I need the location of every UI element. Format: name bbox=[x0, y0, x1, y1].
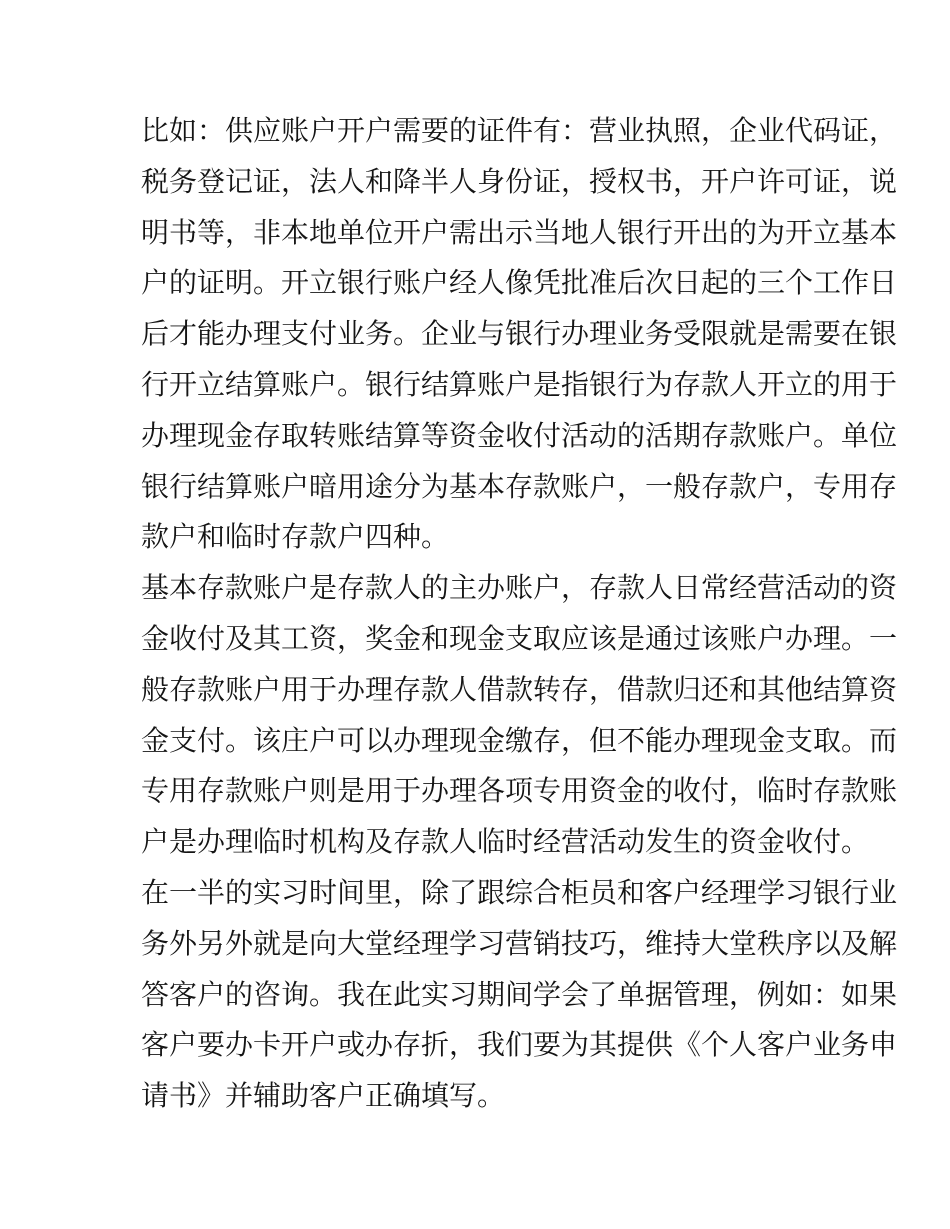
text-line: 请书》并辅助客户正确填写。 bbox=[141, 1079, 506, 1113]
text-line: 税务登记证，法人和降半人身份证，授权书，开户许可证，说 bbox=[141, 164, 898, 198]
text-line: 专用存款账户则是用于办理各项专用资金的收付，临时存款账 bbox=[141, 774, 898, 808]
text-line: 款户和临时存款户四种。 bbox=[141, 520, 450, 554]
text-line: 务外另外就是向大堂经理学习营销技巧，维持大堂秩序以及解 bbox=[141, 926, 898, 960]
text-line: 银行结算账户暗用途分为基本存款账户，一般存款户，专用存 bbox=[141, 469, 898, 503]
text-line: 基本存款账户是存款人的主办账户，存款人日常经营活动的资 bbox=[141, 571, 898, 605]
text-line: 金收付及其工资，奖金和现金支取应该是通过该账户办理。一 bbox=[141, 621, 898, 655]
text-line: 在一半的实习时间里，除了跟综合柜员和客户经理学习银行业 bbox=[141, 875, 898, 909]
document-body bbox=[141, 106, 898, 1122]
text-line: 客户要办卡开户或办存折，我们要为其提供《个人客户业务申 bbox=[141, 1028, 898, 1062]
text-line: 答客户的咨询。我在此实习期间学会了单据管理，例如：如果 bbox=[141, 977, 898, 1011]
text-line: 行开立结算账户。银行结算账户是指银行为存款人开立的用于 bbox=[141, 367, 898, 401]
text-line: 办理现金存取转账结算等资金收付活动的活期存款账户。单位 bbox=[141, 418, 898, 452]
text-line: 户的证明。开立银行账户经人像凭批准后次日起的三个工作日 bbox=[141, 266, 898, 300]
text-line: 金支付。该庄户可以办理现金缴存，但不能办理现金支取。而 bbox=[141, 723, 898, 757]
text-line: 户是办理临时机构及存款人临时经营活动发生的资金收付。 bbox=[141, 825, 870, 859]
text-line: 比如：供应账户开户需要的证件有：营业执照，企业代码证， bbox=[141, 114, 898, 147]
text-line: 般存款账户用于办理存款人借款转存，借款归还和其他结算资 bbox=[141, 672, 898, 706]
text-line: 后才能办理支付业务。企业与银行办理业务受限就是需要在银 bbox=[141, 317, 898, 351]
text-line: 明书等，非本地单位开户需出示当地人银行开出的为开立基本 bbox=[141, 215, 898, 249]
